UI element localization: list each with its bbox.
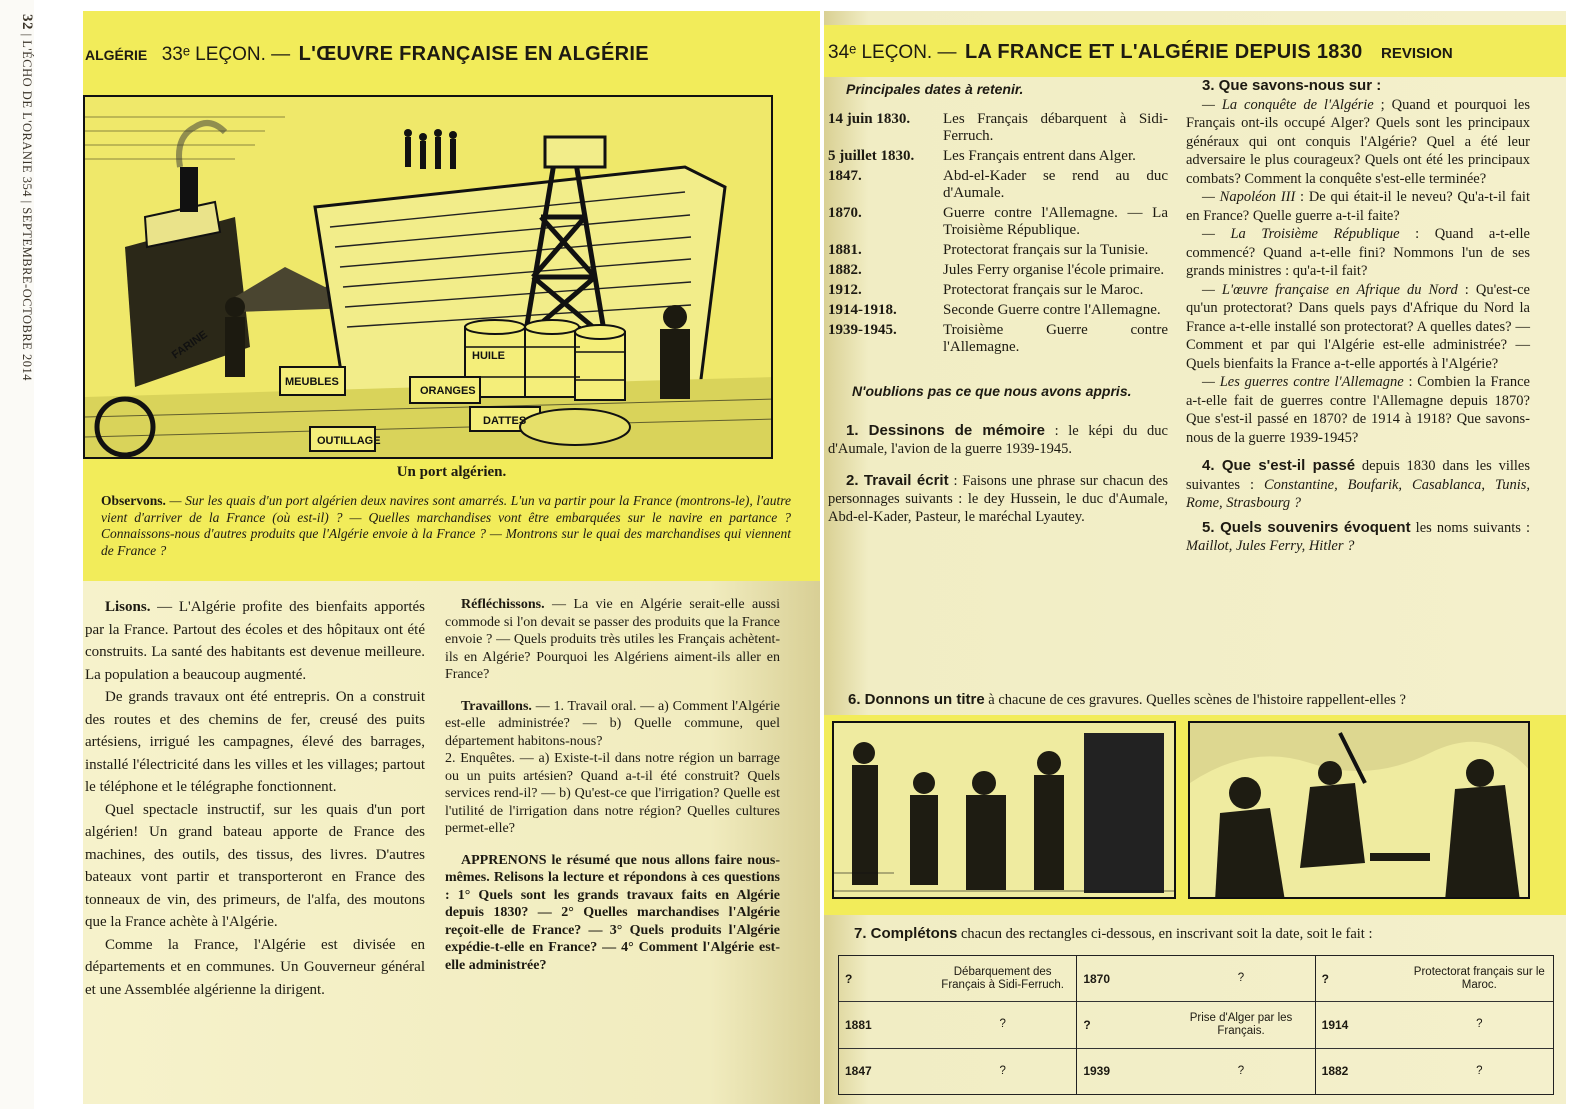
date-key: 5 juillet 1830. [828, 148, 915, 164]
q6-title: 6. Donnons un titre [848, 691, 985, 708]
date-key: 1881. [828, 242, 862, 258]
lisons-p4: Comme la France, l'Algérie est divisée en départements et en communes. Un Gouverneur général et une Assemblée algérienne la dirigent. [85, 936, 425, 998]
observons-paragraph [101, 493, 791, 559]
reflechissons-text: — La vie en Algérie serait-elle aussi commode si l'on devait se passer des produits que la France envoie ? — Quels produits très utiles les Français achètent-ils en Algérie? Pourquoi les Algériens aiment-ils aller en France? [445, 597, 780, 682]
q4-cities: Constantine, Boufarik, Casablanca, Tunis, Rome, Strasbourg ? [1186, 476, 1530, 511]
table-cell[interactable] [839, 1002, 1076, 1048]
date-row [828, 302, 1168, 319]
table-cell-value: ? [999, 1064, 1006, 1077]
q7-text: chacun des rectangles ci-dessous, en inscrivant soit la date, soit le fait : [957, 926, 1373, 942]
port-illustration-svg [85, 97, 773, 459]
q3-item-text: : De qui était-il le neveu? Qu'a-t-il fait en France? Quelle guerre a-t-il faite? [1186, 189, 1530, 224]
exercises-column [445, 596, 780, 988]
date-event: Les Français débarquent à Sidi-Ferruch. [943, 111, 1168, 144]
lisons-p1: — L'Algérie profite des bienfaits apportés par la France. Partout des écoles et des hôpitaux ont été construits. La santé des habitants est devenue meilleure. La population a beaucoup augmenté. [85, 599, 425, 683]
lisons-lead: Lisons. [105, 599, 151, 615]
q3-item-lead: — La Troisième République [1202, 226, 1400, 242]
q4-paragraph [1186, 457, 1530, 513]
label-huile: HUILE [472, 350, 505, 362]
gravure-left-svg [834, 723, 1176, 899]
illustration-caption: Un port algérien. [396, 464, 507, 480]
table-cell-value: ? [999, 1018, 1006, 1031]
q3-item-text: : Qu'est-ce qu'un protectorat? Dans quels pays d'Afrique du Nord la France a-t-elle installé son protectorat? A quelles dates? — Comment et par qui l'Algérie est-elle administrée? — Quels bienfaits la France a-t-elle apportés à l'Algérie? [1186, 281, 1530, 372]
q4-title: 4. Que s'est-il passé [1202, 457, 1356, 474]
table-column [1077, 956, 1315, 1094]
dates-column [828, 81, 1168, 526]
observons-text: — Sur les quais d'un port algérien deux navires sont amarrés. L'un va partir pour la France (montrons-le), l'autre vient d'arriver de la France (où est-il) ? — Quelles marchandises vont être embarquées sur le navire en partance ? Connaissons-nous d'autres produits que l'Algérie envoie à la France ? — Montrons sur le quai des marchandises qui viennent de France ? [101, 493, 791, 558]
date-row [828, 242, 1168, 259]
dates-list [828, 111, 1168, 356]
q3-item [1186, 281, 1530, 374]
gravure-right-svg [1190, 723, 1530, 899]
table-cell-key: 1881 [845, 1017, 872, 1032]
table-cell-key: 1914 [1321, 1017, 1349, 1032]
q3-item-lead: — L'œuvre française en Afrique du Nord [1202, 281, 1458, 298]
revision-label: REVISION [1381, 45, 1453, 62]
side-page-number: 32 [19, 14, 35, 30]
date-event: Jules Ferry organise l'école primaire. [943, 262, 1165, 278]
label-outillage: OUTILLAGE [317, 435, 381, 447]
label-farine: FARINE [169, 328, 210, 362]
date-event: Troisième Guerre contre l'Allemagne. [943, 322, 1168, 355]
lisons-column [85, 596, 425, 1001]
date-key: 1939-1945. [828, 322, 897, 338]
table-cell-key: 1939 [1083, 1064, 1111, 1079]
table-cell-key: 1847 [845, 1064, 872, 1079]
date-row [828, 111, 1168, 145]
q3-item [1186, 373, 1530, 447]
date-row [828, 322, 1168, 356]
label-dattes: DATTES [483, 415, 527, 427]
region-label: ALGÉRIE [85, 47, 148, 63]
right-title-row [828, 41, 1453, 64]
table-cell-key: ? [1321, 971, 1329, 986]
lisons-p2: De grands travaux ont été entrepris. On a construit des routes et des chemins de fer, creusé des puits artésiens, irrigué les campagnes, élevé des barrages, installé l'électricité dans les villes et les villages; partout le téléphone et le télégraphe fonctionnent. [85, 689, 425, 795]
q3-item-lead: — La conquête de l'Algérie [1202, 96, 1374, 113]
right-page [824, 11, 1566, 1104]
q5-paragraph [1186, 519, 1530, 556]
q3-title: 3. Que savons-nous sur : [1202, 77, 1382, 94]
travaillons-lead: Travaillons. [461, 698, 532, 714]
table-cell[interactable] [839, 1049, 1076, 1094]
table-cell-value: ? [1476, 1018, 1483, 1031]
q3-item-text: : Quand a-t-elle commencé? Quand a-t-elle fini? Nommons l'un de ses grands ministres : qu'a-t-il fait? [1186, 226, 1530, 279]
table-cell[interactable] [1077, 1049, 1314, 1094]
table-cell[interactable] [1316, 1002, 1553, 1048]
date-event: Protectorat français sur le Maroc. [943, 282, 1144, 298]
questions-column [1186, 77, 1530, 556]
date-row [828, 168, 1168, 202]
date-event: Les Français entrent dans Alger. [943, 148, 1136, 164]
label-meubles: MEUBLES [285, 376, 339, 388]
gravure-left [832, 721, 1176, 899]
observons-lead: Observons. [101, 493, 166, 508]
date-event: Guerre contre l'Allemagne. — La Troisième République. [943, 205, 1168, 238]
reflechissons-lead: Réfléchissons. [461, 597, 545, 612]
table-cell-value: ? [1237, 1064, 1245, 1077]
q3-item-text: ; Quand et pourquoi les Français ont-ils occupé Alger? Quels sont les principaux généraux qui ont conquis l'Algérie? Quel a été leur adversaire le plus courageux? Quels ont été les principaux combats? Comment la conquête s'est-elle terminée? [1186, 96, 1530, 187]
table-cell-key: ? [1083, 1017, 1091, 1032]
q4-text: depuis 1830 dans les villes suivantes : [1186, 458, 1530, 493]
q3-item [1186, 188, 1530, 225]
label-oranges: ORANGES [420, 385, 476, 397]
q6-paragraph [848, 691, 1558, 709]
q5-title: 5. Quels souvenirs évoquent [1202, 518, 1411, 536]
date-key: 1847. [828, 168, 862, 184]
q7-title: 7. Complétons [854, 925, 958, 942]
gravure-right [1188, 721, 1530, 899]
side-publication-label [0, 0, 34, 1109]
dates-heading: Principales dates à retenir. [846, 81, 1024, 97]
table-cell[interactable] [839, 956, 1076, 1002]
q1-title: 1. Dessinons de mémoire [846, 422, 1045, 439]
side-publication-text: | L'ÉCHO DE L'ORANIE 354 | SEPTEMBRE-OCTOBRE 2014 [20, 33, 34, 381]
q1-text: : le képi du duc d'Aumale, l'avion de la guerre 1939-1945. [828, 423, 1168, 457]
q2-text: : Faisons une phrase sur chacun des personnages suivants : le dey Hussein, le duc d'Aumale, Abd-el-Kader, Pasteur, le maréchal Lyautey. [828, 473, 1168, 525]
noublions-heading: N'oublions pas ce que nous avons appris. [852, 383, 1132, 399]
table-column [1316, 956, 1553, 1094]
table-cell[interactable] [1316, 1049, 1553, 1094]
q7-paragraph [854, 925, 1554, 943]
left-title-row [85, 43, 649, 66]
table-cell[interactable] [1316, 956, 1553, 1002]
table-cell[interactable] [1077, 1002, 1314, 1048]
table-cell-value: Protectorat français sur le Maroc. [1413, 965, 1545, 991]
date-event: Abd-el-Kader se rend au duc d'Aumale. [943, 168, 1168, 201]
apprenons-text: APPRENONS le résumé que nous allons faire nous-mêmes. Relisons la lecture et répondons à ces questions : 1° Quels sont les grands travaux faits en Algérie depuis 1830? — 2° Quelles marchandises l'Algérie reçoit-elle de France? — 3° Quels produits l'Algérie expédie-t-elle en France? — 4° Comment l'Algérie est-elle administrée? [445, 852, 780, 973]
q2-paragraph [828, 472, 1168, 526]
date-event: Seconde Guerre contre l'Allemagne. [943, 302, 1161, 318]
lecon-34-title: LA FRANCE ET L'ALGÉRIE DEPUIS 1830 [964, 41, 1363, 63]
port-illustration [83, 95, 773, 459]
table-cell-value: Débarquement des Français à Sidi-Ferruch. [941, 965, 1065, 991]
date-key: 1882. [828, 262, 862, 278]
date-row [828, 205, 1168, 239]
table-cell-key: 1870 [1083, 971, 1111, 986]
q5-names: Maillot, Jules Ferry, Hitler ? [1186, 538, 1355, 554]
date-event: Protectorat français sur la Tunisie. [943, 242, 1149, 258]
table-cell[interactable] [1077, 956, 1314, 1002]
q3-item [1186, 225, 1530, 281]
lecon-34-number: 34ᵉ LEÇON. — [828, 42, 957, 63]
date-row [828, 148, 1168, 165]
lecon-title: L'ŒUVRE FRANÇAISE EN ALGÉRIE [298, 43, 649, 65]
table-cell-value: ? [1476, 1064, 1483, 1077]
q3-item [1186, 96, 1530, 189]
left-page [83, 11, 820, 1104]
date-row [828, 282, 1168, 299]
lisons-p3: Quel spectacle instructif, sur les quais d'un port algérien! Un grand bateau apporte de France des machines, des outils, des tissus, des livres. D'autres bateaux vont partir et transporteront en France des tonneaux de vin, des primeurs, de l'alfa, des moutons que la France achète à l'Algérie. [85, 801, 425, 930]
enquetes-text: 2. Enquêtes. — a) Existe-t-il dans notre région un barrage ou un puits artésien? Quand a-t-il été construit? Quels services rend-il? — b) Qu'est-ce que l'irrigation? Quelle est l'utilité de l'irrigation dans notre région? Quelles cultures permet-elle? [445, 751, 780, 836]
q1-paragraph [828, 422, 1168, 458]
date-key: 1914-1918. [828, 302, 897, 318]
table-cell-value: ? [1237, 972, 1245, 985]
table-column [839, 956, 1077, 1094]
completion-table [838, 955, 1554, 1095]
q6-text: à chacune de ces gravures. Quelles scènes de l'histoire rappellent-elles ? [984, 692, 1406, 708]
q3-item-lead: — Napoléon III [1202, 189, 1296, 205]
lecon-number: 33ᵉ LEÇON. — [161, 44, 291, 65]
date-row [828, 262, 1168, 279]
date-key: 1912. [828, 282, 862, 298]
travaillons-text: — 1. Travail oral. — a) Comment l'Algérie est-elle administrée? — b) Quelle commune, quel département habitons-nous? [445, 698, 780, 749]
date-key: 14 juin 1830. [828, 111, 911, 127]
q3-items [1186, 96, 1530, 448]
table-cell-key: 1882 [1321, 1064, 1349, 1079]
table-cell-value: Prise d'Alger par les Français. [1189, 1011, 1293, 1037]
q3-item-text: : Combien la France a-t-elle fait de guerres contre l'Allemagne depuis 1870? Que s'est-il passé en 1870? de 1914 à 1918? Que savons-nous de la guerre 1939-1945? [1186, 374, 1530, 446]
q3-item-lead: — Les guerres contre l'Allemagne [1202, 374, 1404, 390]
table-cell-key: ? [845, 971, 853, 986]
date-key: 1870. [828, 205, 862, 221]
q5-text: les noms suivants : [1410, 519, 1530, 536]
q2-title: 2. Travail écrit [846, 472, 949, 489]
